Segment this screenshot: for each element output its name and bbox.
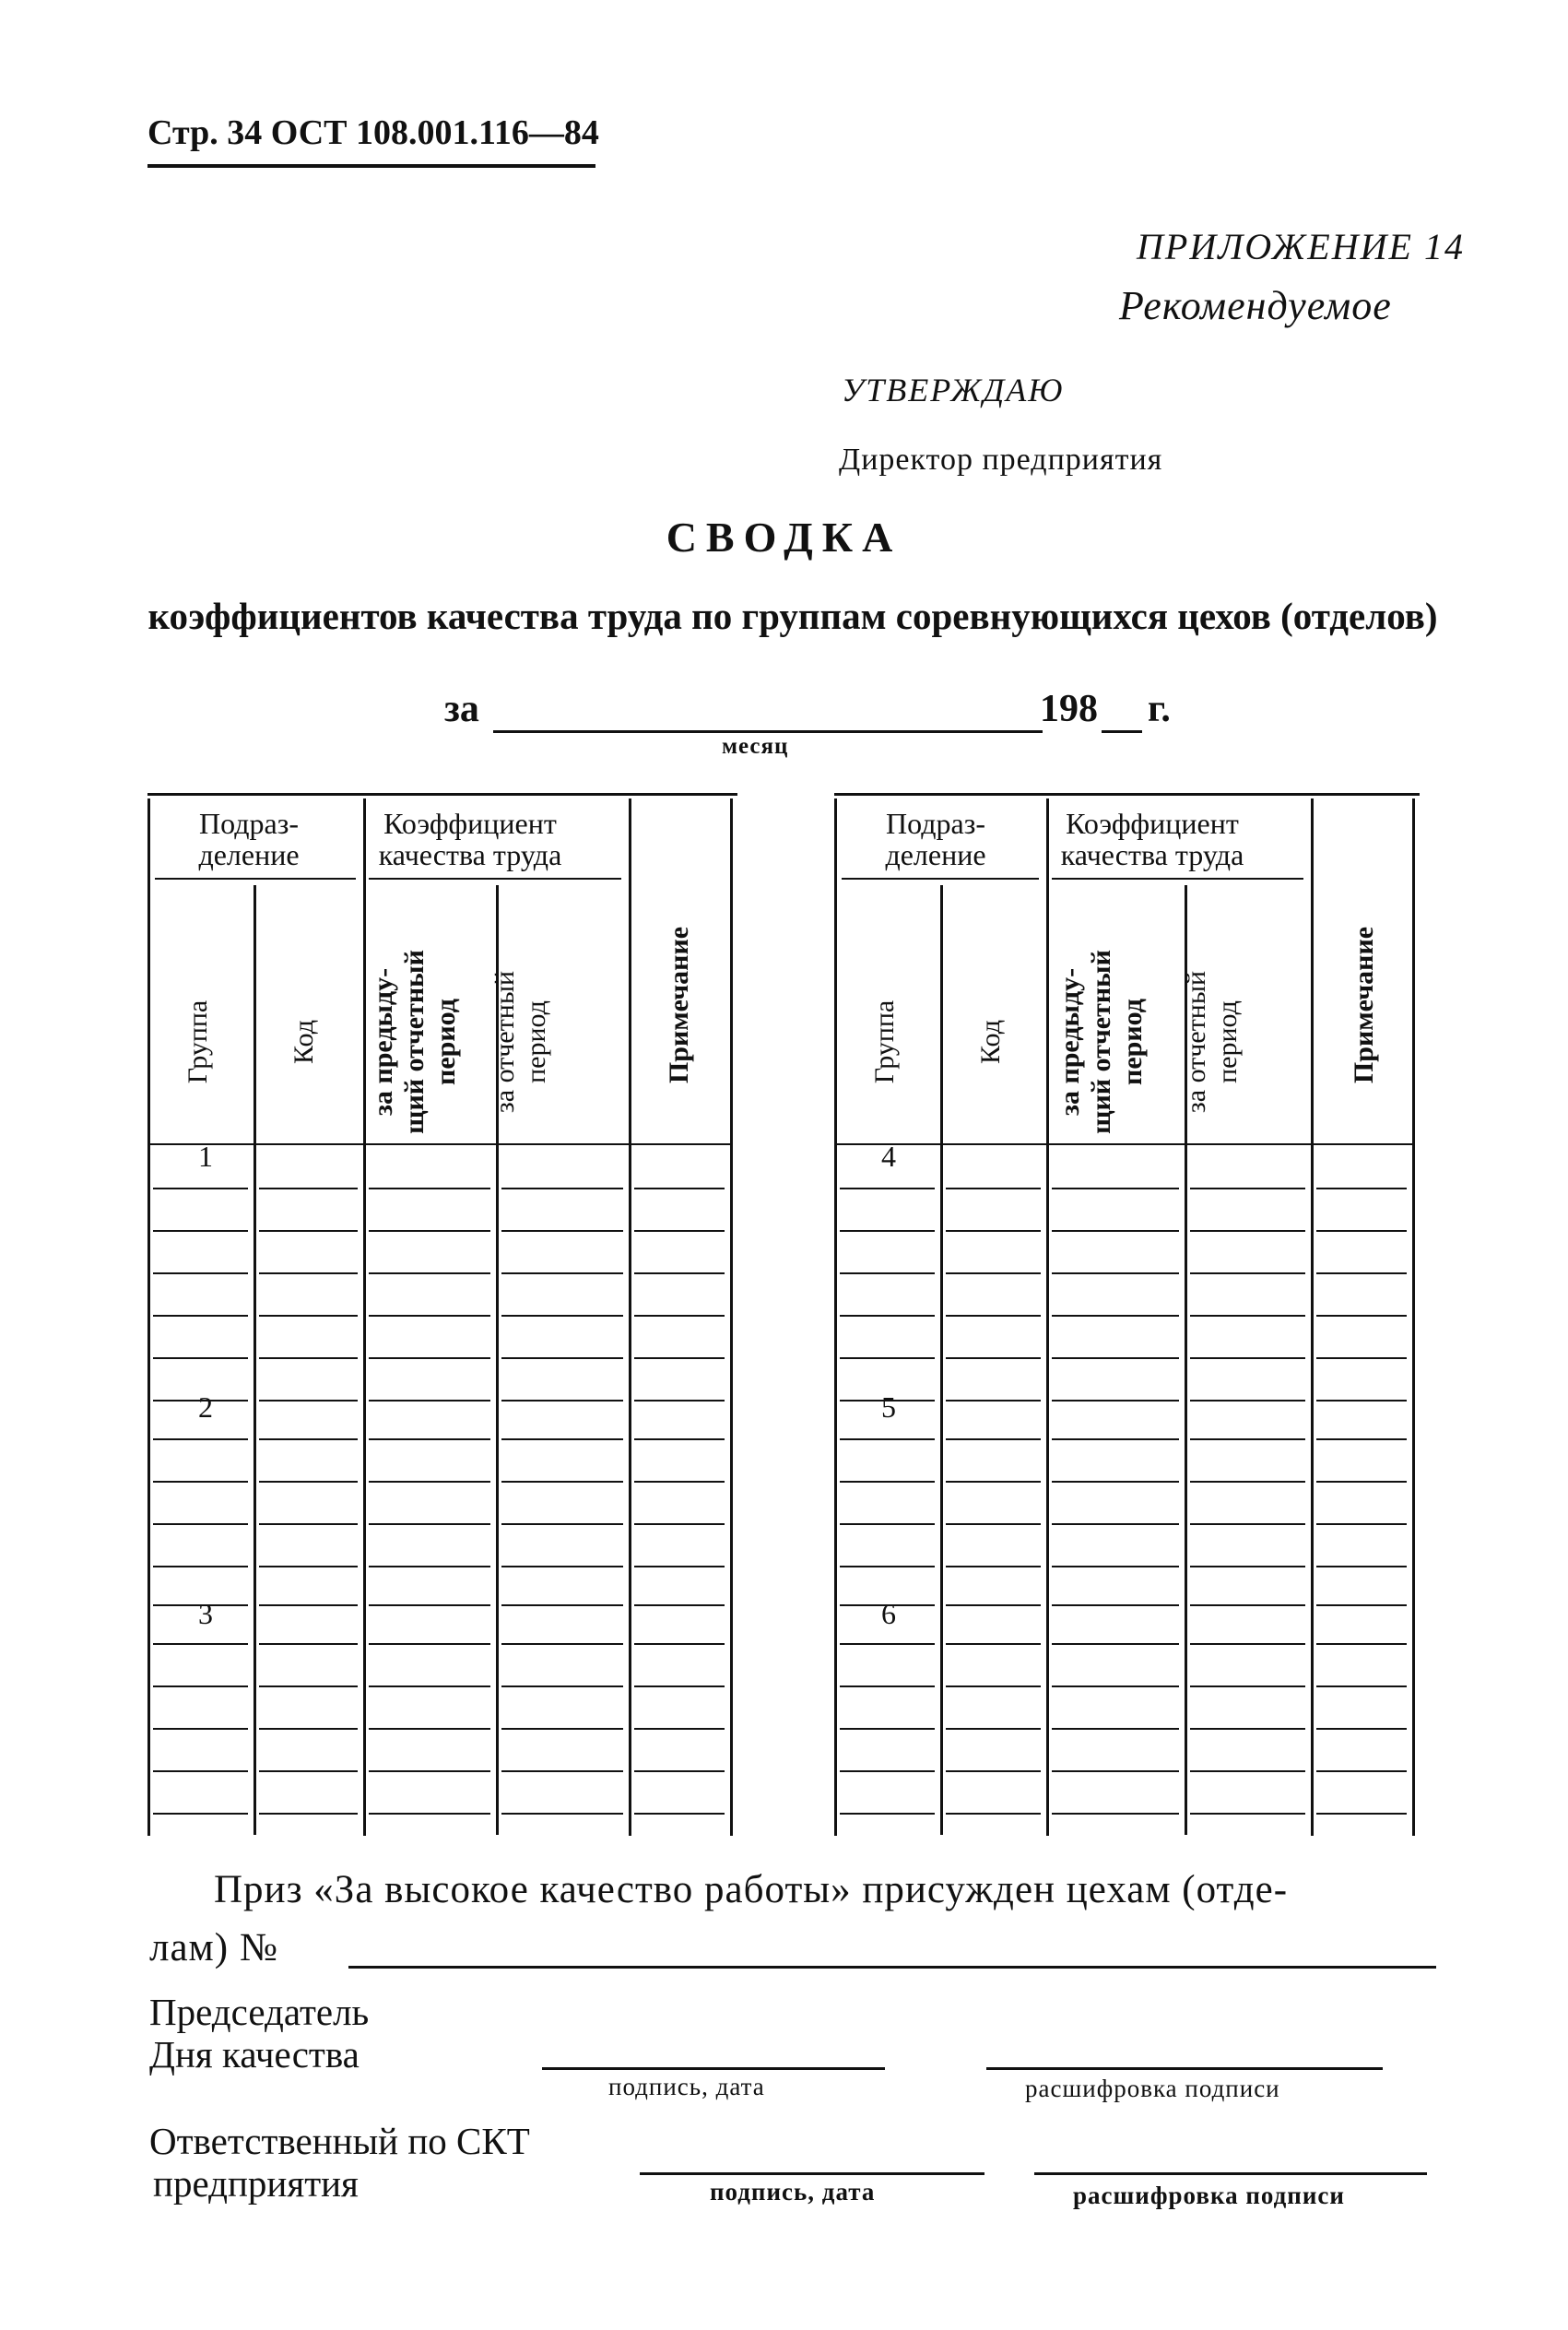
- group-number: 5: [881, 1390, 896, 1424]
- row-rule: [1052, 1566, 1179, 1567]
- row-rule: [259, 1481, 358, 1483]
- row-rule: [369, 1315, 490, 1317]
- group-rule: [1052, 1400, 1179, 1402]
- row-rule: [369, 1481, 490, 1483]
- row-rule: [1052, 1643, 1179, 1645]
- header-rule: [147, 164, 595, 168]
- row-rule: [1316, 1813, 1407, 1815]
- col-code-header: Код: [289, 1020, 319, 1064]
- table-border: [1311, 798, 1314, 1836]
- row-rule: [153, 1566, 248, 1567]
- row-rule: [946, 1230, 1041, 1232]
- group-rule: [259, 1604, 358, 1606]
- row-rule: [634, 1481, 725, 1483]
- header-rule: [155, 878, 356, 880]
- signature-date-caption: подпись, дата: [608, 2073, 765, 2100]
- chair-signature-field[interactable]: [542, 2067, 885, 2070]
- row-rule: [369, 1685, 490, 1687]
- row-rule: [259, 1813, 358, 1815]
- row-rule: [634, 1770, 725, 1772]
- row-rule: [501, 1728, 623, 1730]
- row-rule: [1190, 1685, 1305, 1687]
- row-rule: [634, 1438, 725, 1440]
- row-rule: [369, 1643, 490, 1645]
- col-code-header: Код: [975, 1020, 1006, 1064]
- row-rule: [1052, 1813, 1179, 1815]
- period-prefix: за: [444, 688, 479, 730]
- col-prev-header: за предыду- щий отчетный период: [368, 950, 461, 1134]
- chair-label-line2: Дня качества: [149, 2033, 360, 2076]
- col-curr-header: за отчетный период: [489, 970, 551, 1114]
- signature-decode-caption: расшифровка подписи: [1073, 2182, 1345, 2209]
- chair-label-line1: Председатель: [149, 1991, 370, 2033]
- row-rule: [259, 1188, 358, 1189]
- group-rule: [1190, 1400, 1305, 1402]
- row-rule: [946, 1643, 1041, 1645]
- row-rule: [840, 1566, 935, 1567]
- row-rule: [259, 1438, 358, 1440]
- group-rule: [946, 1400, 1041, 1402]
- row-rule: [501, 1813, 623, 1815]
- row-rule: [946, 1685, 1041, 1687]
- row-rule: [1316, 1643, 1407, 1645]
- row-rule: [634, 1272, 725, 1274]
- row-rule: [153, 1438, 248, 1440]
- group-rule: [153, 1604, 248, 1606]
- row-rule: [634, 1728, 725, 1730]
- group-rule: [840, 1400, 935, 1402]
- col-group-header: Группа: [869, 999, 900, 1084]
- row-rule: [1052, 1523, 1179, 1525]
- row-rule: [946, 1481, 1041, 1483]
- row-rule: [259, 1770, 358, 1772]
- table-border: [363, 798, 366, 1836]
- group-rule: [259, 1400, 358, 1402]
- table-border: [730, 798, 733, 1836]
- row-rule: [634, 1813, 725, 1815]
- year-prefix: 198: [1040, 688, 1098, 730]
- signature-date-caption: подпись, дата: [710, 2178, 876, 2206]
- header-rule: [1052, 878, 1303, 880]
- row-rule: [1190, 1566, 1305, 1567]
- row-rule: [259, 1566, 358, 1567]
- row-rule: [1190, 1643, 1305, 1645]
- row-rule: [634, 1685, 725, 1687]
- row-rule: [840, 1523, 935, 1525]
- row-rule: [153, 1481, 248, 1483]
- row-rule: [369, 1230, 490, 1232]
- row-rule: [840, 1188, 935, 1189]
- col-note-header: Примечание: [664, 926, 694, 1084]
- group-rule: [634, 1400, 725, 1402]
- group-rule: [153, 1400, 248, 1402]
- row-rule: [840, 1728, 935, 1730]
- row-rule: [1190, 1481, 1305, 1483]
- row-rule: [153, 1685, 248, 1687]
- col-group-header: Группа: [183, 999, 213, 1084]
- year-suffix: г.: [1148, 688, 1171, 730]
- row-rule: [259, 1230, 358, 1232]
- row-rule: [369, 1272, 490, 1274]
- responsible-name-field[interactable]: [1034, 2172, 1427, 2175]
- row-rule: [1052, 1188, 1179, 1189]
- row-rule: [501, 1230, 623, 1232]
- coef-header: Коэффициент качества труда: [378, 807, 562, 871]
- row-rule: [1316, 1566, 1407, 1567]
- row-rule: [840, 1357, 935, 1359]
- prize-text-line2: лам) №: [149, 1926, 278, 1969]
- row-rule: [501, 1643, 623, 1645]
- row-rule: [1316, 1523, 1407, 1525]
- row-rule: [501, 1315, 623, 1317]
- row-rule: [946, 1357, 1041, 1359]
- table-border: [1046, 798, 1049, 1836]
- group-rule: [369, 1400, 490, 1402]
- row-rule: [153, 1643, 248, 1645]
- row-rule: [1316, 1357, 1407, 1359]
- row-rule: [501, 1272, 623, 1274]
- table-top-rule: [147, 793, 737, 796]
- group-number: 2: [198, 1390, 213, 1424]
- table-border: [147, 798, 150, 1836]
- page-reference: Стр. 34 ОСТ 108.001.116—84: [147, 113, 599, 152]
- document-subtitle: коэффициентов качества труда по группам соревнующихся цехов (отделов): [147, 595, 1438, 637]
- row-rule: [1316, 1188, 1407, 1189]
- row-rule: [946, 1566, 1041, 1567]
- row-rule: [153, 1728, 248, 1730]
- row-rule: [369, 1566, 490, 1567]
- month-caption: месяц: [722, 734, 789, 759]
- row-rule: [1316, 1770, 1407, 1772]
- responsible-label-line2: предприятия: [153, 2162, 359, 2205]
- row-rule: [946, 1272, 1041, 1274]
- group-rule: [634, 1604, 725, 1606]
- row-rule: [840, 1770, 935, 1772]
- col-note-header: Примечание: [1349, 926, 1379, 1084]
- group-rule: [501, 1400, 623, 1402]
- row-rule: [1052, 1685, 1179, 1687]
- row-rule: [840, 1438, 935, 1440]
- row-rule: [840, 1230, 935, 1232]
- month-field[interactable]: [493, 730, 1043, 733]
- row-rule: [501, 1685, 623, 1687]
- table-border: [253, 885, 256, 1835]
- row-rule: [369, 1188, 490, 1189]
- row-rule: [634, 1523, 725, 1525]
- row-rule: [1316, 1728, 1407, 1730]
- approval-title: УТВЕРЖДАЮ: [842, 372, 1065, 408]
- header-rule: [834, 1143, 1414, 1145]
- group-number: 3: [198, 1597, 213, 1630]
- row-rule: [1190, 1230, 1305, 1232]
- row-rule: [946, 1770, 1041, 1772]
- group-rule: [1316, 1604, 1407, 1606]
- row-rule: [946, 1813, 1041, 1815]
- year-field[interactable]: [1102, 730, 1142, 733]
- row-rule: [1316, 1481, 1407, 1483]
- row-rule: [634, 1230, 725, 1232]
- row-rule: [1052, 1728, 1179, 1730]
- group-rule: [840, 1604, 935, 1606]
- row-rule: [634, 1188, 725, 1189]
- row-rule: [840, 1272, 935, 1274]
- row-rule: [501, 1481, 623, 1483]
- row-rule: [259, 1643, 358, 1645]
- row-rule: [1052, 1770, 1179, 1772]
- subdivision-header: Подраз- деление: [885, 807, 986, 871]
- row-rule: [153, 1272, 248, 1274]
- row-rule: [153, 1230, 248, 1232]
- responsible-label-line1: Ответственный по СКТ: [149, 2120, 530, 2162]
- row-rule: [153, 1523, 248, 1525]
- signature-decode-caption: расшифровка подписи: [1025, 2075, 1280, 2102]
- chair-name-field[interactable]: [986, 2067, 1383, 2070]
- row-rule: [946, 1438, 1041, 1440]
- row-rule: [840, 1643, 935, 1645]
- table-border: [1185, 885, 1187, 1835]
- row-rule: [634, 1357, 725, 1359]
- row-rule: [501, 1770, 623, 1772]
- row-rule: [1190, 1438, 1305, 1440]
- row-rule: [1052, 1272, 1179, 1274]
- table-border: [834, 798, 837, 1836]
- table-border: [629, 798, 631, 1836]
- document-title: СВОДКА: [666, 514, 902, 561]
- row-rule: [259, 1272, 358, 1274]
- row-rule: [369, 1813, 490, 1815]
- group-number: 1: [198, 1140, 213, 1173]
- row-rule: [153, 1188, 248, 1189]
- table-border: [496, 885, 499, 1835]
- row-rule: [259, 1728, 358, 1730]
- row-rule: [259, 1523, 358, 1525]
- row-rule: [153, 1813, 248, 1815]
- row-rule: [153, 1770, 248, 1772]
- row-rule: [946, 1728, 1041, 1730]
- row-rule: [501, 1523, 623, 1525]
- row-rule: [840, 1315, 935, 1317]
- row-rule: [1190, 1272, 1305, 1274]
- prize-text-line1: Приз «За высокое качество работы» присужден цехам (отде-: [214, 1868, 1289, 1911]
- group-rule: [946, 1604, 1041, 1606]
- row-rule: [840, 1813, 935, 1815]
- group-number: 6: [881, 1597, 896, 1630]
- row-rule: [1190, 1813, 1305, 1815]
- row-rule: [840, 1481, 935, 1483]
- row-rule: [1190, 1315, 1305, 1317]
- subdivision-header: Подраз- деление: [198, 807, 300, 871]
- row-rule: [369, 1770, 490, 1772]
- col-prev-header: за предыду- щий отчетный период: [1055, 950, 1148, 1134]
- summary-table-left: [147, 793, 737, 1835]
- summary-table-right: [834, 793, 1420, 1835]
- row-rule: [153, 1315, 248, 1317]
- row-rule: [1190, 1188, 1305, 1189]
- row-rule: [634, 1315, 725, 1317]
- group-rule: [1190, 1604, 1305, 1606]
- header-rule: [147, 1143, 732, 1145]
- row-rule: [1052, 1315, 1179, 1317]
- table-top-rule: [834, 793, 1420, 796]
- row-rule: [1190, 1728, 1305, 1730]
- row-rule: [369, 1357, 490, 1359]
- row-rule: [501, 1566, 623, 1567]
- row-rule: [1316, 1272, 1407, 1274]
- group-rule: [1316, 1400, 1407, 1402]
- row-rule: [1052, 1481, 1179, 1483]
- row-rule: [501, 1357, 623, 1359]
- row-rule: [259, 1685, 358, 1687]
- group-rule: [369, 1604, 490, 1606]
- prize-workshops-field[interactable]: [348, 1966, 1436, 1969]
- row-rule: [1316, 1685, 1407, 1687]
- row-rule: [634, 1566, 725, 1567]
- header-rule: [369, 878, 621, 880]
- row-rule: [259, 1315, 358, 1317]
- row-rule: [501, 1438, 623, 1440]
- table-border: [940, 885, 943, 1835]
- group-number: 4: [881, 1140, 896, 1173]
- row-rule: [1052, 1438, 1179, 1440]
- row-rule: [946, 1188, 1041, 1189]
- approval-position: Директор предприятия: [839, 443, 1163, 477]
- group-rule: [1052, 1604, 1179, 1606]
- row-rule: [840, 1685, 935, 1687]
- row-rule: [1190, 1357, 1305, 1359]
- row-rule: [1316, 1315, 1407, 1317]
- row-rule: [369, 1728, 490, 1730]
- appendix-label: ПРИЛОЖЕНИЕ 14: [1137, 226, 1465, 267]
- col-curr-header: за отчетный период: [1181, 970, 1243, 1114]
- row-rule: [501, 1188, 623, 1189]
- row-rule: [1190, 1770, 1305, 1772]
- row-rule: [1052, 1230, 1179, 1232]
- row-rule: [946, 1523, 1041, 1525]
- row-rule: [1316, 1438, 1407, 1440]
- row-rule: [153, 1357, 248, 1359]
- row-rule: [634, 1643, 725, 1645]
- row-rule: [1052, 1357, 1179, 1359]
- row-rule: [369, 1523, 490, 1525]
- row-rule: [946, 1315, 1041, 1317]
- header-rule: [842, 878, 1039, 880]
- appendix-kind: Рекомендуемое: [1119, 283, 1392, 328]
- coef-header: Коэффициент качества труда: [1060, 807, 1244, 871]
- responsible-signature-field[interactable]: [640, 2172, 984, 2175]
- row-rule: [259, 1357, 358, 1359]
- table-border: [1412, 798, 1415, 1836]
- row-rule: [1190, 1523, 1305, 1525]
- group-rule: [501, 1604, 623, 1606]
- row-rule: [369, 1438, 490, 1440]
- row-rule: [1316, 1230, 1407, 1232]
